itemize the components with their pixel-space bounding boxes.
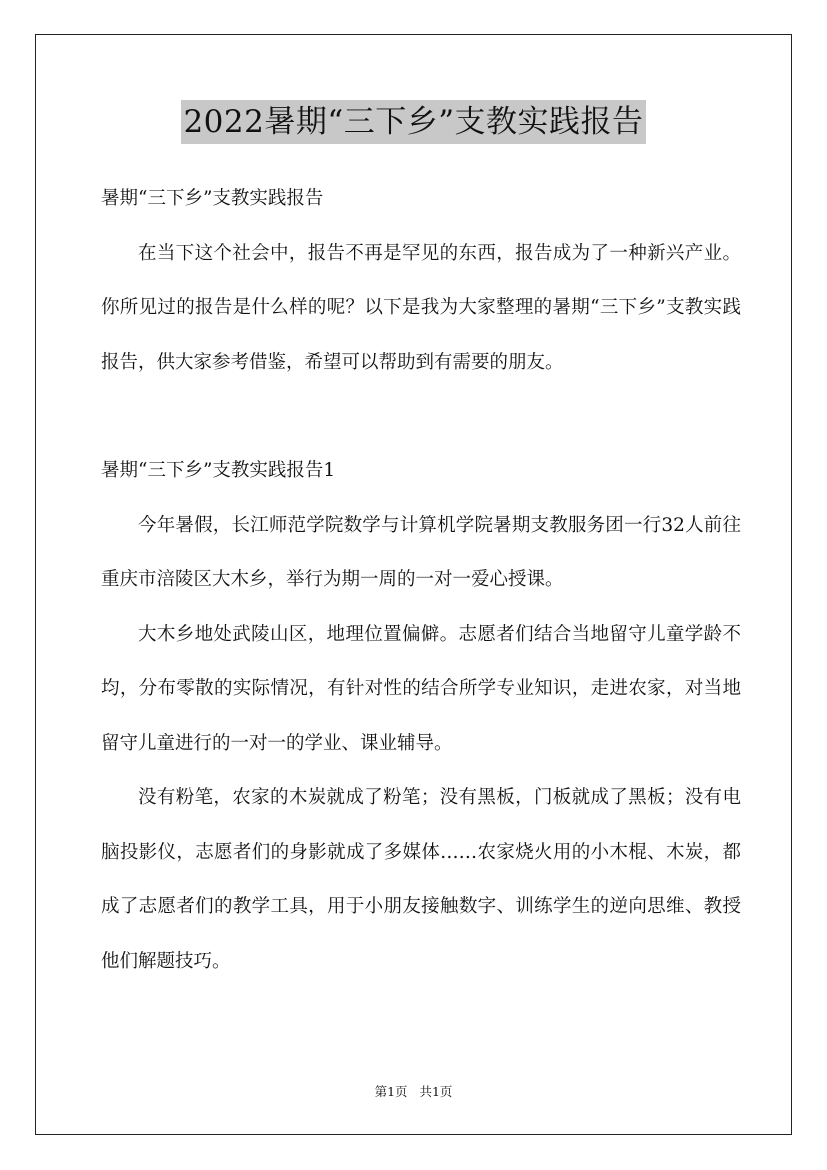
- section-heading: 暑期“三下乡”支教实践报告: [101, 188, 324, 209]
- intro-paragraph: 在当下这个社会中，报告不再是罕见的东西，报告成为了一种新兴产业。你所见过的报告是什么样的呢？以下是我为大家整理的暑期“三下乡”支教实践报告，供大家参考借鉴，希望可以帮助到有需要的朋友。: [101, 242, 741, 373]
- footer-separator: [408, 1084, 420, 1099]
- page-number: 第1页: [374, 1084, 408, 1099]
- document-title: 2022暑期“三下乡”支教实践报告: [181, 100, 645, 144]
- body-paragraph: 没有粉笔，农家的木炭就成了粉笔；没有黑板，门板就成了黑板；没有电脑投影仪，志愿者们的身影就成了多媒体……农家烧火用的小木棍、木炭，都成了志愿者们的教学工具，用于小朋友接触数字、训练学生的逆向思维、教授他们解题技巧。: [101, 787, 741, 972]
- section-heading-1: 暑期“三下乡”支教实践报告1: [101, 460, 336, 481]
- body-paragraph: 大木乡地处武陵山区，地理位置偏僻。志愿者们结合当地留守儿童学龄不均，分布零散的实际情况，有针对性的结合所学专业知识，走进农家，对当地留守儿童进行的一对一的学业、课业辅导。: [101, 623, 741, 754]
- page-footer: [0, 1083, 827, 1101]
- spacer: [101, 390, 741, 444]
- page-total: 共1页: [419, 1084, 453, 1099]
- document-body: [101, 172, 741, 989]
- body-paragraph: 今年暑假，长江师范学院数学与计算机学院暑期支教服务团一行32人前往重庆市涪陵区大木乡，举行为期一周的一对一爱心授课。: [101, 514, 741, 590]
- title-container: [0, 100, 827, 144]
